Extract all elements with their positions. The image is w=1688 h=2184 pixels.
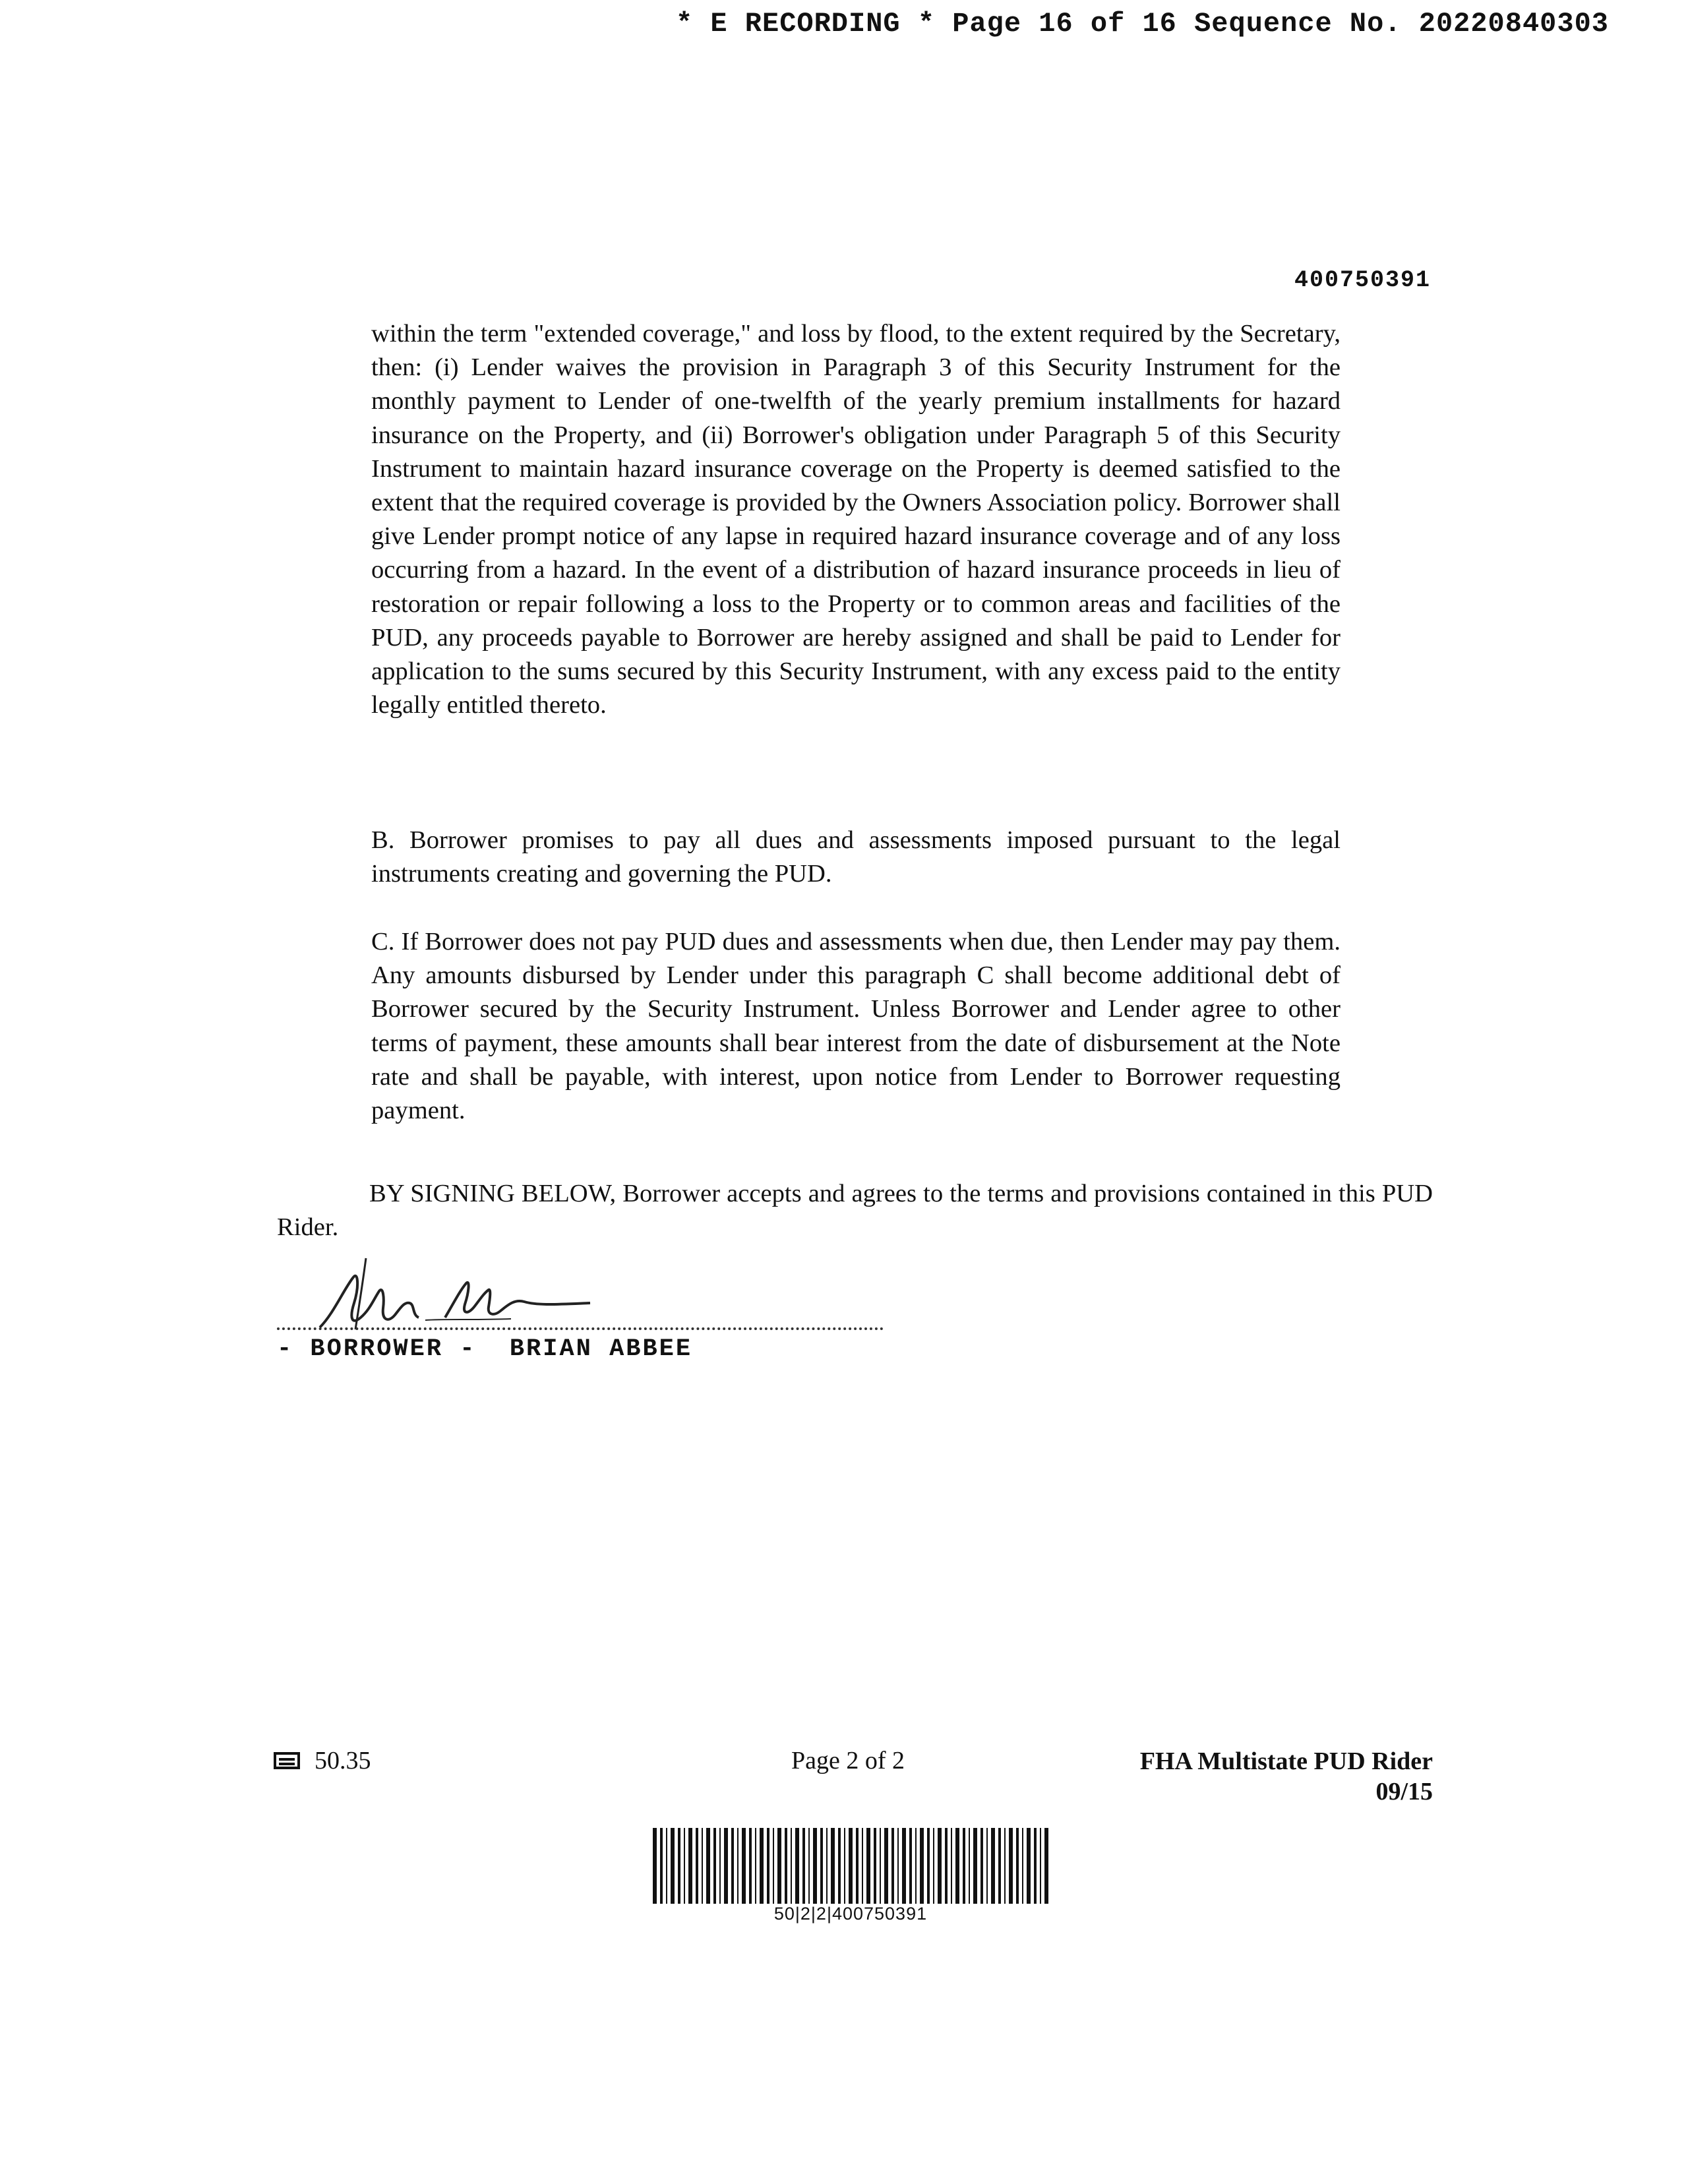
signature-line <box>277 1327 884 1330</box>
form-title-block <box>1140 1746 1433 1807</box>
form-code-text: 50.35 <box>315 1747 371 1774</box>
loan-number: 400750391 <box>1294 267 1431 293</box>
form-code <box>274 1746 371 1775</box>
paragraph-signing: BY SIGNING BELOW, Borrower accepts and agrees to the terms and provisions contained in this PUD Rider. <box>277 1180 1433 1242</box>
page-number: Page 2 of 2 <box>791 1747 905 1774</box>
barcode-icon <box>653 1828 1048 1904</box>
recording-header: * E RECORDING * Page 16 of 16 Sequence No. 20220840303 <box>675 8 1609 40</box>
barcode-number: 50|2|2|400750391 <box>773 1904 928 1924</box>
form-date: 09/15 <box>1375 1778 1433 1805</box>
signature-icon <box>313 1252 617 1337</box>
paragraph-b: B. Borrower promises to pay all dues and assessments imposed pursuant to the legal instruments creating and governing the PUD. <box>371 826 1341 888</box>
borrower-label: - BORROWER - BRIAN ABBEE <box>277 1335 693 1363</box>
form-title: FHA Multistate PUD Rider <box>1139 1747 1433 1775</box>
form-icon <box>274 1752 300 1769</box>
paragraph-continuation: within the term "extended coverage," and loss by flood, to the extent required by the Secretary, then: (i) Lender waives the provision in Paragraph 3 of this Security Instrument for the monthly payment to Lender of one-twelfth of the yearly premium installments for hazard insurance on the Property, and (ii) Borrower's obligation under Paragraph 5 of this Security Instrument to maintain hazard insurance coverage on the Property is deemed satisfied to the extent that the required coverage is provided by the Owners Association policy. Borrower shall give Lender prompt notice of any lapse in required hazard insurance coverage and of any loss occurring from a hazard. In the event of a distribution of hazard insurance proceeds in lieu of restoration or repair following a loss to the Property or to common areas and facilities of the PUD, any proceeds payable to Borrower are hereby assigned and shall be paid to Lender for application to the sums secured by this Security Instrument, with any excess paid to the entity legally entitled thereto. <box>371 320 1341 719</box>
paragraph-c: C. If Borrower does not pay PUD dues and assessments when due, then Lender may pay them. Any amounts disbursed by Lender under this paragraph C shall become additional debt of Borrower secured by the Security Instrument. Unless Borrower and Lender agree to other terms of payment, these amounts shall bear interest from the date of disbursement at the Note rate and shall be payable, with interest, upon notice from Lender to Borrower requesting payment. <box>371 928 1341 1125</box>
